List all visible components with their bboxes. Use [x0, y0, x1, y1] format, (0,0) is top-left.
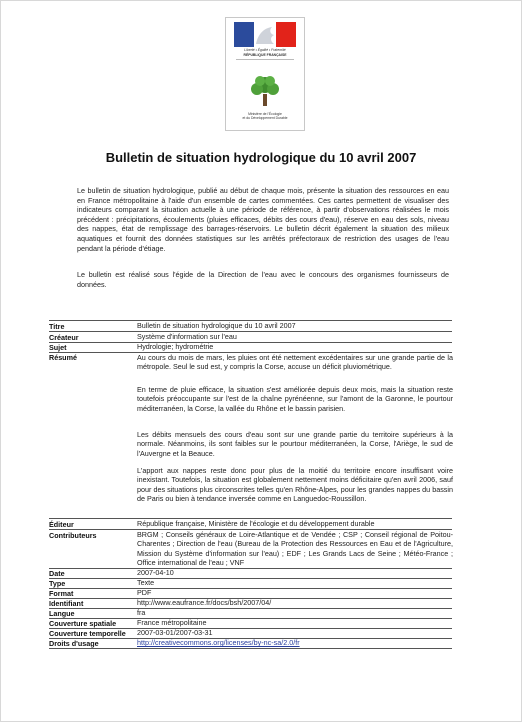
meta-label-date: Date — [49, 569, 65, 578]
document-title: Bulletin de situation hydrologique du 10 avril 2007 — [105, 150, 417, 165]
meta-value-type: Texte — [137, 578, 155, 587]
meta-label-droits: Droits d'usage — [49, 639, 99, 648]
resume-paragraph: L'apport aux nappes reste donc pour plus de la moitié du territoire encore insuffisant voire inexistant. Toutefois, la situation est globalement nettement moins déficitaire qu'en avril 2006, sauf pour des situations plus circonscrites telles qu'en Rhône-Alpes, pour les grandes nappes du bassin de Paris ou bien à tendance inversée comme en Languedoc-Roussillon. — [137, 466, 453, 504]
meta-value-contributeurs: BRGM ; Conseils généraux de Loire-Atlantique et de Vendée ; CSP ; Conseil régional de Poitou-Charentes ; Direction de l'eau (Bureau de la Protection des Ressources en Eau et de l'Agriculture, Mission du Système d'information sur l'eau) ; EDF ; Les Grands Lacs de Seine ; Météo-France ; Office international de l'eau ; VNF — [137, 530, 453, 568]
meta-label-editeur: Éditeur — [49, 520, 74, 529]
meta-value-sujet: Hydrologie; hydrométrie — [137, 342, 214, 351]
intro-paragraph: Le bulletin de situation hydrologique, publié au début de chaque mois, présente la situation des ressources en eau en France métropolitaine à l'aide d'un ensemble de cartes commentées. Ces cartes permettent de visualiser des indicateurs comparant la situation actuelle à une période de référence, à partir d'observations réalisées le mois précédent : précipitations, écoulements (pluies efficaces, débits des cours d'eau), réserve en eau des sols, niveau des nappes, état de remplissage des barrages-réservoirs. Le bulletin décrit également la situation des milieux aquatiques et fournit des données statistiques sur les arrêtés préfectoraux de restriction des usages de l'eau pendant la période d'étiage. — [77, 186, 449, 253]
meta-value-date: 2007-04-10 — [137, 568, 174, 577]
resume-paragraph: En terme de pluie efficace, la situation s'est améliorée depuis deux mois, mais la situation reste toutefois préoccupante sur l'est de la chaîne pyrénéenne, sur l'amont de la Garonne, le pourtour méditerranéen, la Corse, la vallée du Rhône et le bassin parisien. — [137, 385, 453, 413]
ministry-name-line1: Ministère de l'Écologie — [248, 112, 282, 116]
meta-label-contributeurs: Contributeurs — [49, 531, 97, 540]
resume-paragraph: Au cours du mois de mars, les pluies ont été nettement excédentaires sur une grande partie de la métropole. Seul le sud est, y compris la Corse, accuse un déficit pluviométrique. — [137, 353, 453, 372]
meta-label-createur: Créateur — [49, 333, 79, 342]
table-rule — [49, 648, 452, 649]
meta-value-couverture-spatiale: France métropolitaine — [137, 618, 207, 627]
meta-label-couverture-spatiale: Couverture spatiale — [49, 619, 117, 628]
meta-label-sujet: Sujet — [49, 343, 67, 352]
meta-label-titre: Titre — [49, 322, 65, 331]
meta-label-identifiant: Identifiant — [49, 599, 84, 608]
meta-value-identifiant: http://www.eaufrance.fr/docs/bsh/2007/04/ — [137, 598, 272, 607]
meta-value-langue: fra — [137, 608, 146, 617]
ministry-name-line2: et du Développement Durable — [242, 116, 288, 120]
meta-value-titre: Bulletin de situation hydrologique du 10 avril 2007 — [137, 321, 296, 330]
ministry-logo — [225, 17, 305, 131]
meta-label-resume: Résumé — [49, 353, 77, 362]
republic-motto: Liberté • Égalité • Fraternité — [244, 48, 286, 52]
marianne-logo-icon — [234, 22, 296, 47]
meta-label-langue: Langue — [49, 609, 75, 618]
logo-divider — [236, 59, 294, 60]
resume-paragraph: Les débits mensuels des cours d'eau sont sur une grande partie du territoire supérieurs à la normale. Néanmoins, ils sont faibles sur le pourtour méditerranéen, la Corse, l'Ariège, le sud de l'Auvergne et la Beauce. — [137, 430, 453, 458]
meta-value-editeur: République française, Ministère de l'écologie et du développement durable — [137, 519, 375, 528]
intro-paragraph: Le bulletin est réalisé sous l'égide de la Direction de l'eau avec le concours des organismes fournisseurs de données. — [77, 270, 449, 289]
meta-label-type: Type — [49, 579, 66, 588]
meta-label-couverture-temporelle: Couverture temporelle — [49, 629, 126, 638]
tree-icon — [248, 74, 282, 108]
meta-value-format: PDF — [137, 588, 152, 597]
license-link[interactable]: http://creativecommons.org/licenses/by-nc-sa/2.0/fr — [137, 638, 300, 647]
meta-label-format: Format — [49, 589, 74, 598]
meta-value-couverture-temporelle: 2007-03-01/2007-03-31 — [137, 628, 213, 637]
meta-value-createur: Système d'information sur l'eau — [137, 332, 237, 341]
republic-name: RÉPUBLIQUE FRANÇAISE — [243, 53, 287, 57]
